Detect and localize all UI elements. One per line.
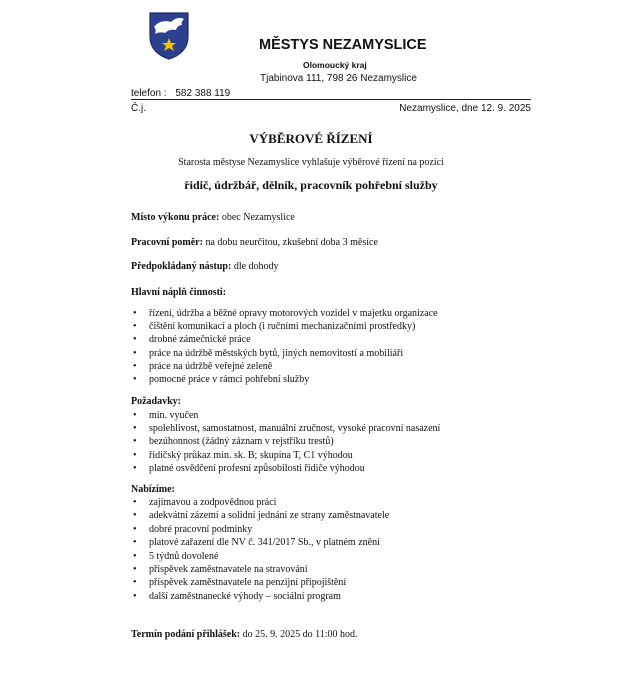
start-field (131, 261, 279, 272)
list-item: • zajímavou a zodpovědnou práci (131, 496, 389, 509)
requirements-heading: Požadavky: (131, 396, 181, 407)
list-item: • řízení, údržba a běžné opravy motorových vozidel v majetku organizace (131, 307, 438, 320)
list-item: • příspěvek zaměstnavatele na stravování (131, 563, 389, 576)
town-name: MĚSTYS NEZAMYSLICE (259, 37, 427, 53)
list-item: • čištění komunikací a ploch (i ručními mechanizačními prostředky) (131, 320, 438, 333)
offer-list (131, 496, 389, 603)
work-place-field (131, 212, 295, 223)
employment-label: Pracovní poměr: (131, 237, 203, 248)
list-item: • práce na údržbě městských bytů, jiných nemovitostí a mobiliáři (131, 347, 438, 360)
document-title: VÝBĚROVÉ ŘÍZENÍ (249, 131, 373, 146)
list-item: • bezúhonnost (žádný záznam v rejstříku trestů) (131, 435, 440, 448)
start-label: Předpokládaný nástup: (131, 261, 232, 272)
list-item: • platové zařazení dle NV č. 341/2017 Sb., v platném znění (131, 536, 389, 549)
list-item: • spolehlivost, samostatnost, manuální zručnost, vysoké pracovní nasazení (131, 422, 440, 435)
offer-heading: Nabízíme: (131, 484, 175, 495)
intro-text: Starosta městyse Nezamyslice vyhlašuje výběrové řízení na pozici (178, 157, 444, 168)
position-title: řidič, údržbář, dělník, pracovník pohřební služby (184, 178, 438, 192)
town-crest-logo (148, 11, 190, 61)
list-item: • dobré pracovní podmínky (131, 523, 389, 536)
list-item: • příspěvek zaměstnavatele na penzijní připojištění (131, 576, 389, 589)
employment-field (131, 237, 378, 248)
list-item: • další zaměstnanecké výhody – sociální program (131, 590, 389, 603)
phone-label: telefon : (131, 88, 167, 99)
office-address: Tjabinova 111, 798 26 Nezamyslice (260, 73, 417, 84)
duties-heading: Hlavní náplň činnosti: (131, 287, 227, 298)
duties-list (131, 307, 438, 386)
deadline-field (131, 629, 358, 640)
list-item: • min. vyučen (131, 409, 440, 422)
phone-line (131, 88, 230, 99)
reference-label: Č.j. (131, 103, 146, 114)
deadline-label: Termín podání přihlášek: (131, 629, 241, 640)
list-item: • práce na údržbě veřejné zeleně (131, 360, 438, 373)
list-item: • 5 týdnů dovolené (131, 550, 389, 563)
work-place-label: Místo výkonu práce: (131, 212, 220, 223)
employment-value: na dobu neurčitou, zkušební doba 3 měsíce (202, 237, 378, 248)
phone-number: 582 388 119 (175, 88, 231, 99)
header-divider (131, 99, 531, 100)
list-item: • platné osvědčení profesní způsobilosti řidiče výhodou (131, 462, 440, 475)
place-and-date: Nezamyslice, dne 12. 9. 2025 (399, 103, 531, 114)
list-item: • řidičský průkaz min. sk. B; skupina T, C1 výhodou (131, 449, 440, 462)
work-place-value: obec Nezamyslice (219, 212, 295, 223)
list-item: • adekvátní zázemí a solidní jednání ze strany zaměstnavatele (131, 509, 389, 522)
start-value: dle dohody (231, 261, 279, 272)
list-item: • pomocné práce v rámci pohřební služby (131, 373, 438, 386)
region-name: Olomoucký kraj (303, 60, 367, 70)
deadline-value: do 25. 9. 2025 do 11:00 hod. (240, 629, 358, 640)
list-item: • drobné zámečnické práce (131, 333, 438, 346)
requirements-list (131, 409, 440, 475)
